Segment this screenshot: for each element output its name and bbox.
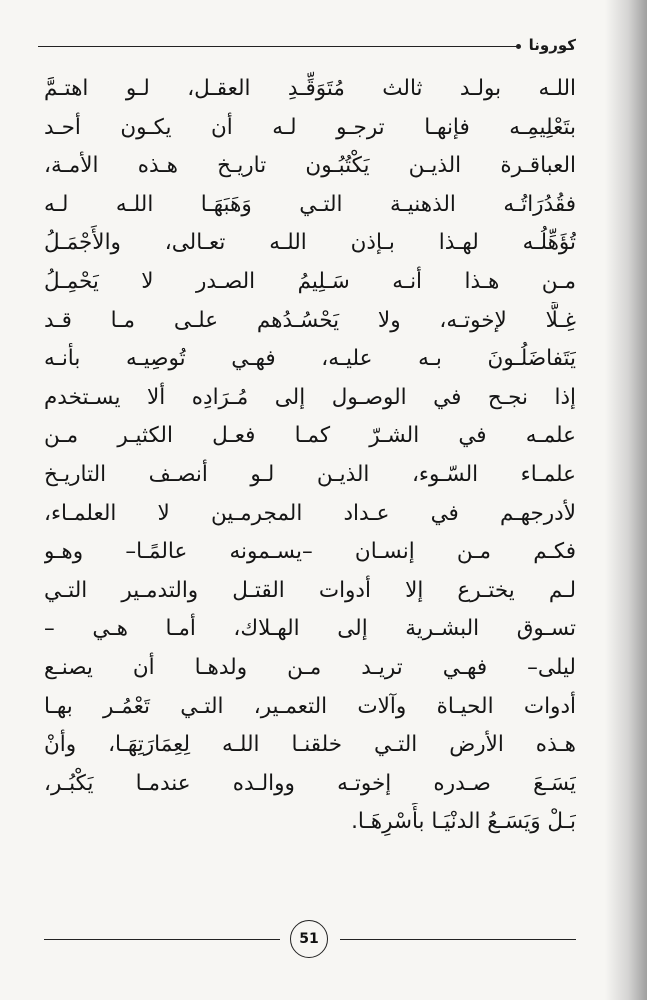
text-line: تسـوق البشـرية إلى الهـلاك، أمـا هـي – — [44, 616, 576, 642]
text-line: إذا نجـح في الوصـول إلى مُـرَادِه ألا يسـتخدم — [44, 384, 576, 410]
text-line: ليلى– فهـي تريـد مـن ولدهـا أن يصنـع — [44, 654, 576, 680]
text-line: بَـلْ وَيَسَـعُ الدنْيَـا بأَسْرِهَـا. — [351, 809, 576, 835]
text-line: مـن هـذا أنـه سَـلِيمُ الصـدر لا يَحْمِـلُ — [44, 268, 576, 294]
text-line: علمـاء السّـوء، الذيـن لـو أنصـف التاريـخ — [44, 461, 576, 487]
page-footer — [44, 920, 576, 976]
text-line: بتَعْلِيمِـه فإنهـا ترجـو لـه أن يكـون أحـد — [44, 114, 576, 140]
body-text — [44, 70, 576, 842]
text-line: أدوات الحيـاة وآلات التعمـير، التـي تَعْمُـر بهـا — [44, 693, 576, 719]
text-line: فكـم مـن إنسـان –يسـمونه عالمًـا– وهـو — [44, 539, 576, 565]
text-line: غِـلًّا لإخوتـه، ولا يَحْسُـدُهم علـى مـا قـد — [44, 307, 576, 333]
text-line: لأدرجهـم في عـداد المجرمـين لا العلمـاء، — [44, 500, 576, 526]
text-line: تُؤَهِّلُـه لهـذا بـإذن اللـه تعـالى، والأَجْمَـلُ — [44, 230, 576, 256]
text-line: العباقـرة الذيـن يَكْتُبُـون تاريـخ هـذه الأمـة، — [44, 153, 576, 179]
footer-rule-left — [44, 939, 280, 940]
text-line: علمـه في الشـرّ كمـا فعـل الكثيـر مـن — [44, 423, 576, 449]
text-line: يَسَـعَ صـدره إخوتـه ووالـده عندمـا يَكْبُـر، — [44, 770, 576, 796]
running-header-title: كورونا — [528, 36, 576, 54]
footer-rule-right — [340, 939, 576, 940]
binding-shadow — [605, 0, 647, 1000]
header-rule — [38, 46, 518, 47]
running-header — [38, 34, 576, 56]
text-line: فقُدُرَاتُـه الذهنيـة التـي وَهَبَهَـا اللـه لـه — [44, 191, 576, 217]
text-line: اللـه بولـد ثالث مُتَوَقِّـدِ العقـل، لـو اهتـمَّ — [44, 76, 576, 101]
text-line: يَتَفاضَلُـونَ بـه عليـه، فهـي تُوصِيـه بأنـه — [44, 346, 576, 372]
text-line: لـم يختـرع إلا أدوات القتـل والتدمـير التـي — [44, 577, 576, 603]
page-number: 51 — [299, 931, 319, 947]
page-number-circle — [290, 920, 328, 958]
text-line: هـذه الأرض التـي خلقنـا اللـه لِعِمَارَتِهَـا، وأنْ — [44, 732, 576, 758]
